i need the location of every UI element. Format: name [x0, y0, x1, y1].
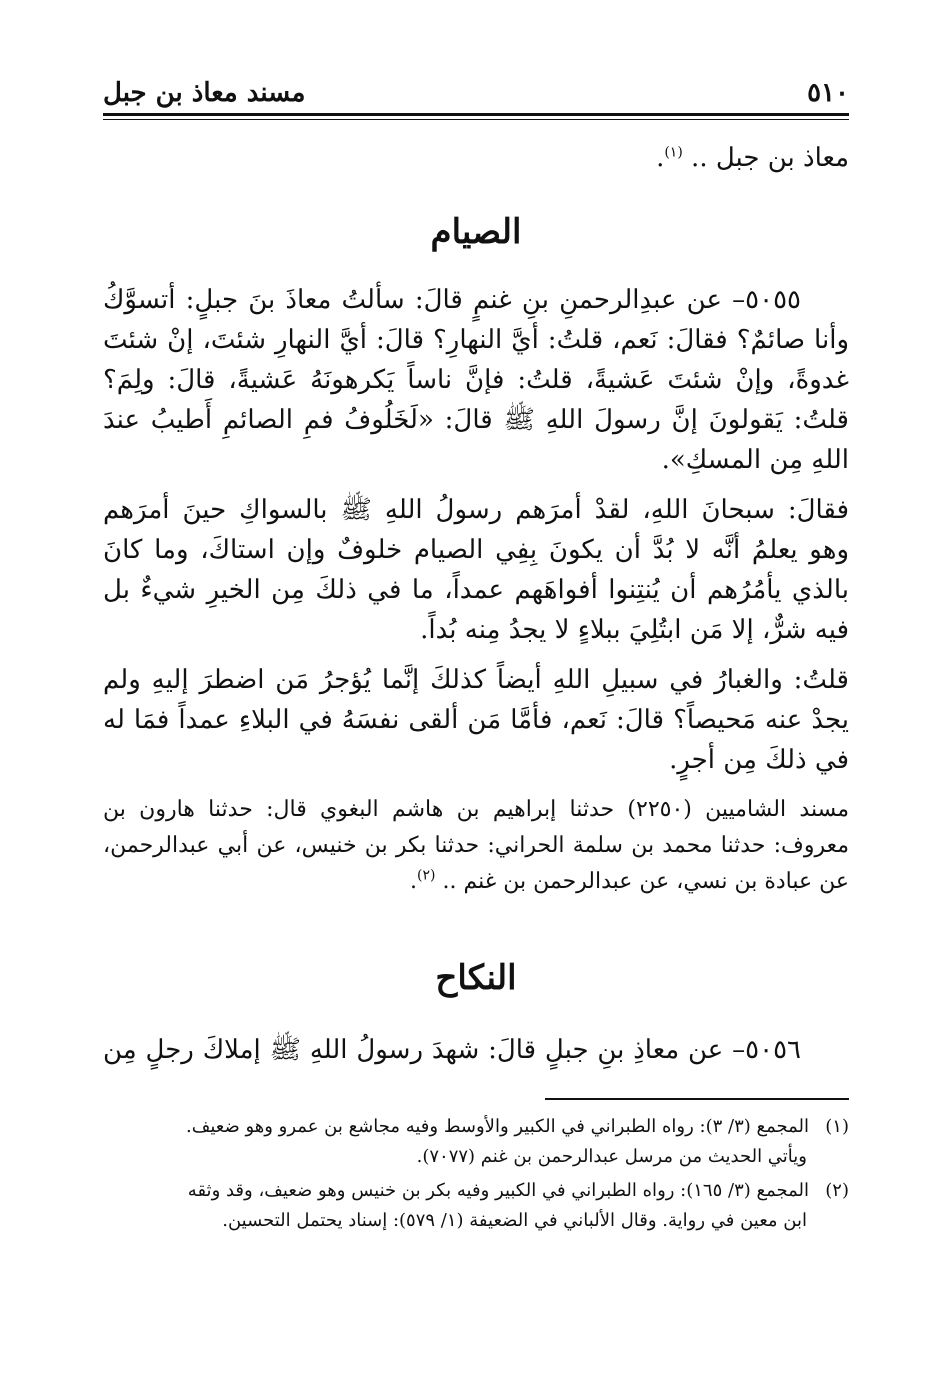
hadith-paragraph: فقالَ: سبحانَ اللهِ، لقدْ أمرَهم رسولُ اللهِ ﷺ بالسواكِ حينَ أمرَهم وهو يعلمُ أنَّه لا بُدَّ أن يكونَ بِفِي الصيام خلوفٌ وإن استاكَ، وما كانَ بالذي يأمُرُهم أن يُنتِنوا أفواهَهم عمداً، ما في ذلكَ مِن الخيرِ شيءٌ بل فيه شرٌّ، إلا مَن ابتُلِيَ ببلاءٍ لا يجدُ مِنه بُداً.	[103, 495, 849, 645]
source-text: مسند الشاميين (٢٢٥٠) حدثنا إبراهيم بن هاشم البغوي قال: حدثنا هارون بن معروف: حدثنا محمد بن سلمة الحراني: حدثنا بكر بن خنيس، عن أبي عبدالرحمن، عن عبادة بن نسي، عن عبدالرحمن بن غنم ..	[103, 797, 850, 894]
hadith-paragraph	[103, 280, 849, 480]
hadith-paragraph: قلتُ: والغبارُ في سبيلِ اللهِ أيضاً كذلكَ إنَّما يُؤجرُ مَن اضطرَ إليهِ ولم يجدْ عنه مَحيصاً؟ قالَ: نَعم، فأمَّا مَن ألقى نفسَهُ في البلاءِ عمداً فمَا له في ذلكَ مِن أجرٍ.	[103, 665, 849, 775]
page-header	[103, 78, 849, 112]
footnote-2	[103, 1176, 849, 1236]
footnotes	[103, 1112, 849, 1240]
hadith-text: عن عبدِالرحمنِ بنِ غنمٍ قالَ: سألتُ معاذَ بنَ جبلٍ: أتسوَّكُ وأنا صائمٌ؟ فقالَ: نَعم، قلتُ: أيَّ النهارِ؟ قالَ: أيَّ النهارِ شئتَ، إنْ شئتَ غدوةً، وإنْ شئتَ عَشيةً، قلتُ: فإنَّ ناساً يَكرهونَهُ عَشيةً، قالَ: ولِمَ؟ قلتُ: يَقولونَ إنَّ رسولَ اللهِ ﷺ قالَ: «لَخَلُوفُ فمِ الصائمِ أَطيبُ عندَ اللهِ مِن المسكِ».	[103, 285, 849, 475]
section-heading-fasting: الصيام	[430, 212, 522, 252]
page-number: ٥١٠	[807, 78, 849, 108]
footnote-text: المجمع (٣/ ١٦٥): رواه الطبراني في الكبير وفيه بكر بن خنيس وهو ضعيف، وقد وثقه	[187, 1180, 809, 1201]
header-rule-thick	[103, 113, 849, 116]
hadith-text: عن معاذِ بنِ جبلٍ قالَ: شهدَ رسولُ اللهِ ﷺ إملاكَ رجلٍ مِن	[103, 1035, 724, 1065]
footnote-ref-2: (٢)	[417, 867, 436, 884]
hadith-paragraph	[103, 1030, 849, 1070]
continuation-line: معاذ بن جبل .. $^{(١)}$.	[656, 143, 849, 173]
section-heading-marriage: النكاح	[435, 958, 517, 998]
running-title: مسند معاذ بن جبل	[103, 78, 306, 108]
footnote-1	[103, 1112, 849, 1172]
footnote-separator	[545, 1098, 849, 1100]
footnote-ref-1: (١)	[664, 144, 683, 161]
hadith-5055	[103, 280, 849, 900]
header-rule-thin	[103, 119, 849, 120]
footnote-number: (١)	[825, 1116, 849, 1137]
hadith-number: ٥٠٥٦–	[732, 1035, 801, 1065]
footnote-number: (٢)	[825, 1180, 849, 1201]
source-citation: مسند الشاميين (٢٢٥٠) حدثنا إبراهيم بن هاشم البغوي قال: حدثنا هارون بن معروف: حدثنا محمد بن سلمة الحراني: حدثنا بكر بن خنيس، عن أبي عبدالرحمن، عن عبادة بن نسي، عن عبدالرحمن بن غنم .. $^{(٢)}$.	[103, 797, 850, 894]
hadith-5056	[103, 1030, 849, 1070]
continuation-text: معاذ بن جبل ..	[682, 143, 849, 173]
footnote-text: المجمع (٣/ ٣): رواه الطبراني في الكبير والأوسط وفيه مجاشع بن عمرو وهو ضعيف.	[185, 1116, 809, 1137]
footnote-text: ابن معين في رواية. وقال الألباني في الضعيفة (١/ ٥٧٩): إسناد يحتمل التحسين.	[222, 1210, 807, 1231]
hadith-number: ٥٠٥٥–	[732, 285, 802, 315]
footnote-text: ويأتي الحديث من مرسل عبدالرحمن بن غنم (٧٠٧٧).	[416, 1146, 807, 1167]
